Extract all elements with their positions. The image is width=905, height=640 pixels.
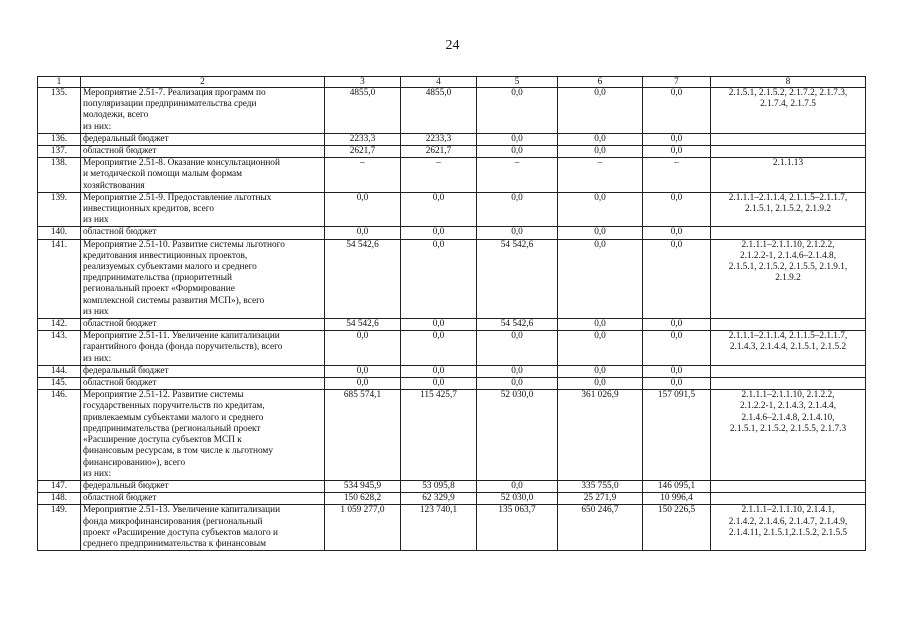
row-number: 145. xyxy=(38,378,81,390)
row-description xyxy=(81,88,325,134)
value-c6: 0,0 xyxy=(558,319,643,331)
description-line: областной бюджет xyxy=(83,319,157,330)
value-c5: 0,0 xyxy=(477,378,558,390)
value-c7: 0,0 xyxy=(643,378,711,390)
header-cell: 7 xyxy=(643,77,711,88)
row-description xyxy=(81,390,325,481)
reference-line: 2.1.4.2, 2.1.4.6, 2.1.4.7, 2.1.4.9, xyxy=(728,516,848,527)
description-line: областной бюджет xyxy=(83,227,157,238)
reference-line: 2.1.1.1–2.1.1.10, 2.1.4.1, xyxy=(741,505,835,516)
value-c7: 146 095,1 xyxy=(643,480,711,492)
row-number: 140. xyxy=(38,227,81,239)
row-number: 139. xyxy=(38,192,81,227)
row-description xyxy=(81,493,325,505)
row-references xyxy=(711,133,866,145)
value-c3: 534 945,9 xyxy=(325,480,401,492)
row-description xyxy=(81,133,325,145)
reference-line: 2.1.9.2 xyxy=(775,273,801,284)
page-number: 24 xyxy=(445,38,460,53)
description-line: из них xyxy=(83,306,109,317)
description-line: Мероприятие 2.51-7. Реализация программ по xyxy=(83,88,266,98)
reference-line: 2.1.1.1–2.1.1.4, 2.1.1.5–2.1.1.7, xyxy=(728,331,848,342)
value-c5: 0,0 xyxy=(477,227,558,239)
row-references xyxy=(711,88,866,134)
row-number: 146. xyxy=(38,390,81,481)
table-row xyxy=(38,146,866,158)
value-c4: 62 329,9 xyxy=(401,493,477,505)
table-row xyxy=(38,378,866,390)
header-cell: 5 xyxy=(477,77,558,88)
value-c4: 123 740,1 xyxy=(401,505,477,551)
description-line: Мероприятие 2.51-13. Увеличение капитализации xyxy=(83,505,281,516)
table-row xyxy=(38,133,866,145)
value-c4: 4855,0 xyxy=(401,88,477,134)
row-references xyxy=(711,505,866,551)
value-c6: 0,0 xyxy=(558,227,643,239)
header-cell: 4 xyxy=(401,77,477,88)
value-c4: 0,0 xyxy=(401,365,477,377)
header-cell: 6 xyxy=(558,77,643,88)
value-c4: 0,0 xyxy=(401,227,477,239)
description-line: и методической помощи малым формам xyxy=(83,169,243,180)
description-line: среднего предпринимательства к финансовым xyxy=(83,538,266,549)
table-row xyxy=(38,390,866,481)
row-number: 149. xyxy=(38,505,81,551)
value-c7: 157 091,5 xyxy=(643,390,711,481)
description-line: из них: xyxy=(83,121,112,132)
value-c3: 4855,0 xyxy=(325,88,401,134)
reference-line: 2.1.5.1, 2.1.5.2, 2.1.5.5, 2.1.7.3 xyxy=(729,423,847,434)
row-references xyxy=(711,146,866,158)
row-number: 137. xyxy=(38,146,81,158)
row-references xyxy=(711,493,866,505)
description-line: из них xyxy=(83,215,109,226)
value-c3: 54 542,6 xyxy=(325,319,401,331)
value-c7: 0,0 xyxy=(643,146,711,158)
row-number: 143. xyxy=(38,331,81,366)
value-c5: 52 030,0 xyxy=(477,390,558,481)
description-line: из них: xyxy=(83,353,112,364)
value-c6: 0,0 xyxy=(558,133,643,145)
value-c3: 1 059 277,0 xyxy=(325,505,401,551)
value-c3: 0,0 xyxy=(325,331,401,366)
table-row xyxy=(38,158,866,193)
row-description xyxy=(81,378,325,390)
value-c3: 2233,3 xyxy=(325,133,401,145)
row-description xyxy=(81,365,325,377)
reference-line: 2.1.1.1–2.1.1.10, 2.1.2.2, xyxy=(741,390,835,401)
value-c3: – xyxy=(325,158,401,193)
reference-line: 2.1.4.3, 2.1.4.4, 2.1.5.1, 2.1.5.2 xyxy=(729,342,847,353)
row-references xyxy=(711,192,866,227)
row-description xyxy=(81,158,325,193)
value-c3: 685 574,1 xyxy=(325,390,401,481)
row-references xyxy=(711,480,866,492)
value-c5: 0,0 xyxy=(477,365,558,377)
description-line: областной бюджет xyxy=(83,378,157,389)
row-number: 135. xyxy=(38,88,81,134)
description-line: региональный проект «Формирование xyxy=(83,284,235,295)
header-cell: 2 xyxy=(81,77,325,88)
table-row xyxy=(38,480,866,492)
description-line: реализуемых субъектами малого и среднего xyxy=(83,262,257,273)
description-line: федеральный бюджет xyxy=(83,480,169,491)
value-c5: 0,0 xyxy=(477,133,558,145)
value-c3: 0,0 xyxy=(325,227,401,239)
value-c5: 54 542,6 xyxy=(477,319,558,331)
value-c3: 0,0 xyxy=(325,378,401,390)
row-description xyxy=(81,505,325,551)
description-line: из них: xyxy=(83,468,112,479)
row-number: 136. xyxy=(38,133,81,145)
value-c5: 0,0 xyxy=(477,480,558,492)
value-c4: 0,0 xyxy=(401,331,477,366)
value-c5: 52 030,0 xyxy=(477,493,558,505)
value-c6: 0,0 xyxy=(558,378,643,390)
reference-line: 2.1.1.1–2.1.1.4, 2.1.1.5–2.1.1.7, xyxy=(728,192,848,203)
reference-line: 2.1.4.6–2.1.4.8, 2.1.4.10, xyxy=(741,412,835,423)
value-c4: 2233,3 xyxy=(401,133,477,145)
description-line: проект «Расширение доступа субъектов малого и xyxy=(83,527,278,538)
value-c7: – xyxy=(643,158,711,193)
description-line: молодежи, всего xyxy=(83,110,149,121)
row-description xyxy=(81,239,325,318)
value-c3: 0,0 xyxy=(325,192,401,227)
value-c6: – xyxy=(558,158,643,193)
value-c5: 0,0 xyxy=(477,88,558,134)
reference-line: 2.1.5.1, 2.1.5.2, 2.1.7.2, 2.1.7.3, xyxy=(728,88,848,98)
value-c4: 0,0 xyxy=(401,192,477,227)
row-number: 141. xyxy=(38,239,81,318)
row-references xyxy=(711,365,866,377)
description-line: комплексной системы развития МСП»), всего xyxy=(83,295,265,306)
description-line: кредитования инвестиционных проектов, xyxy=(83,250,248,261)
value-c4: 115 425,7 xyxy=(401,390,477,481)
reference-line: 2.1.1.13 xyxy=(772,158,804,169)
table-row xyxy=(38,239,866,318)
value-c5: 0,0 xyxy=(477,146,558,158)
table-row xyxy=(38,192,866,227)
reference-line: 2.1.2.2-1, 2.1.4.6–2.1.4.8, xyxy=(739,250,837,261)
description-line: федеральный бюджет xyxy=(83,133,169,144)
description-line: областной бюджет xyxy=(83,146,157,157)
description-line: популяризации предпринимательства среди xyxy=(83,99,257,110)
value-c7: 0,0 xyxy=(643,239,711,318)
description-line: государственных поручительств по кредитам, xyxy=(83,401,265,412)
value-c3: 2621,7 xyxy=(325,146,401,158)
reference-line: 2.1.1.1–2.1.1.10, 2.1.2.2, xyxy=(741,239,835,250)
reference-line: 2.1.7.4, 2.1.7.5 xyxy=(760,99,816,110)
row-number: 142. xyxy=(38,319,81,331)
description-line: фонда микрофинансирования (региональный xyxy=(83,516,263,527)
row-description xyxy=(81,319,325,331)
header-row xyxy=(38,77,866,88)
table-row xyxy=(38,331,866,366)
description-line: Мероприятие 2.51-10. Развитие системы льготного xyxy=(83,239,285,250)
value-c7: 0,0 xyxy=(643,331,711,366)
value-c7: 0,0 xyxy=(643,227,711,239)
description-line: предпринимательства (приоритетный xyxy=(83,273,233,284)
row-references xyxy=(711,158,866,193)
header-cell: 1 xyxy=(38,77,81,88)
value-c6: 0,0 xyxy=(558,365,643,377)
description-line: Мероприятие 2.51-11. Увеличение капитализации xyxy=(83,331,280,342)
description-line: финансированию»), всего xyxy=(83,457,186,468)
value-c4: – xyxy=(401,158,477,193)
description-line: Мероприятие 2.51-9. Предоставление льготных xyxy=(83,192,272,203)
value-c3: 0,0 xyxy=(325,365,401,377)
value-c6: 361 026,9 xyxy=(558,390,643,481)
row-description xyxy=(81,480,325,492)
reference-line: 2.1.5.1, 2.1.5.2, 2.1.5.5, 2.1.9.1, xyxy=(728,262,848,273)
value-c5: 0,0 xyxy=(477,192,558,227)
table-row xyxy=(38,319,866,331)
value-c4: 0,0 xyxy=(401,319,477,331)
header-cell: 8 xyxy=(711,77,866,88)
value-c5: 0,0 xyxy=(477,331,558,366)
value-c6: 650 246,7 xyxy=(558,505,643,551)
value-c5: – xyxy=(477,158,558,193)
value-c7: 10 996,4 xyxy=(643,493,711,505)
description-line: областной бюджет xyxy=(83,493,157,504)
value-c5: 135 063,7 xyxy=(477,505,558,551)
description-line: федеральный бюджет xyxy=(83,365,169,376)
row-number: 144. xyxy=(38,365,81,377)
value-c7: 0,0 xyxy=(643,319,711,331)
row-number: 147. xyxy=(38,480,81,492)
value-c7: 0,0 xyxy=(643,133,711,145)
reference-line: 2.1.2.2-1, 2.1.4.3, 2.1.4.4, xyxy=(739,401,837,412)
row-references xyxy=(711,378,866,390)
table-row xyxy=(38,88,866,134)
description-line: «Расширение доступа субъектов МСП к xyxy=(83,435,242,446)
row-number: 138. xyxy=(38,158,81,193)
reference-line: 2.1.5.1, 2.1.5.2, 2.1.9.2 xyxy=(745,204,831,215)
value-c7: 0,0 xyxy=(643,192,711,227)
row-description xyxy=(81,227,325,239)
description-line: хозяйствования xyxy=(83,180,145,191)
table-row xyxy=(38,505,866,551)
table-row xyxy=(38,227,866,239)
value-c5: 54 542,6 xyxy=(477,239,558,318)
row-references xyxy=(711,331,866,366)
value-c7: 0,0 xyxy=(643,365,711,377)
value-c6: 0,0 xyxy=(558,239,643,318)
value-c4: 2621,7 xyxy=(401,146,477,158)
value-c4: 0,0 xyxy=(401,239,477,318)
description-line: инвестиционных кредитов, всего xyxy=(83,204,215,215)
row-references xyxy=(711,390,866,481)
description-line: Мероприятие 2.51-12. Развитие системы xyxy=(83,390,244,401)
value-c6: 0,0 xyxy=(558,146,643,158)
row-number: 148. xyxy=(38,493,81,505)
row-description xyxy=(81,331,325,366)
value-c6: 0,0 xyxy=(558,192,643,227)
value-c4: 53 095,8 xyxy=(401,480,477,492)
budget-table xyxy=(37,76,866,551)
value-c4: 0,0 xyxy=(401,378,477,390)
row-references xyxy=(711,239,866,318)
value-c7: 0,0 xyxy=(643,88,711,134)
value-c6: 0,0 xyxy=(558,331,643,366)
value-c6: 25 271,9 xyxy=(558,493,643,505)
header-cell: 3 xyxy=(325,77,401,88)
description-line: привлекаемым субъектами малого и среднего xyxy=(83,412,264,423)
description-line: финансовым ресурсам, в том числе к льготному xyxy=(83,446,273,457)
value-c6: 0,0 xyxy=(558,88,643,134)
description-line: предпринимательства (региональный проект xyxy=(83,423,261,434)
description-line: Мероприятие 2.51-8. Оказание консультационной xyxy=(83,158,280,169)
row-description xyxy=(81,192,325,227)
value-c6: 335 755,0 xyxy=(558,480,643,492)
description-line: гарантийного фонда (фонда поручительств), всего xyxy=(83,342,283,353)
value-c3: 150 628,2 xyxy=(325,493,401,505)
row-references xyxy=(711,319,866,331)
table-row xyxy=(38,493,866,505)
table-row xyxy=(38,365,866,377)
row-description xyxy=(81,146,325,158)
reference-line: 2.1.4.11, 2.1.5.1,2.1.5.2, 2.1.5.5 xyxy=(728,527,848,538)
row-references xyxy=(711,227,866,239)
value-c3: 54 542,6 xyxy=(325,239,401,318)
value-c7: 150 226,5 xyxy=(643,505,711,551)
